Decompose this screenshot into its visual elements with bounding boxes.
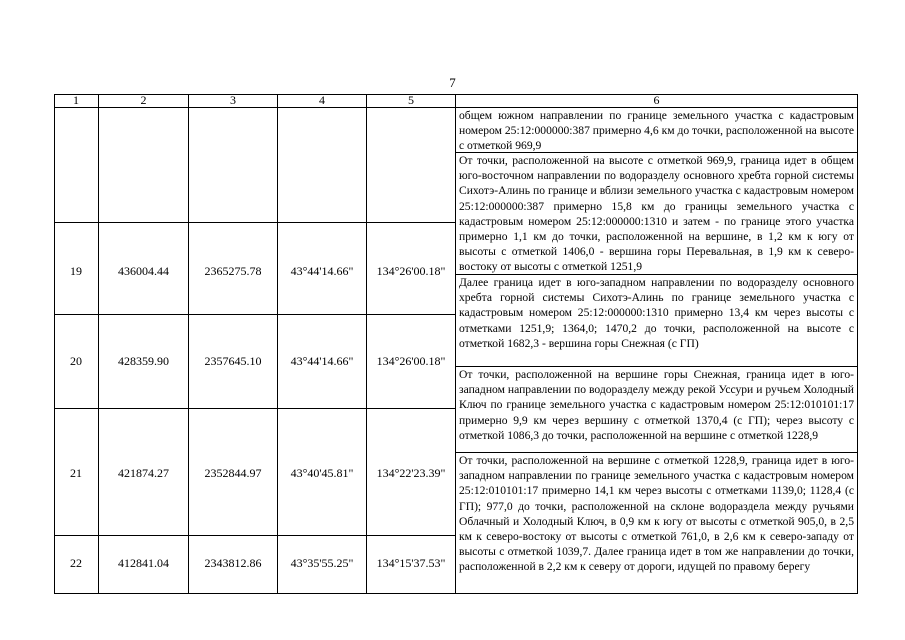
boundary-description: общем южном направлении по границе земельного участка с кадастровым номером 25:12:000000:387 примерно 4,6 км до точки, расположенной на высоте с отметкой 969,9 bbox=[459, 109, 854, 152]
row-separator bbox=[54, 535, 456, 536]
latitude: 43°35'55.25" bbox=[290, 556, 354, 570]
header-col-5: 5 bbox=[408, 93, 414, 107]
boundary-description: От точки, расположенной на вершине с отметкой 1228,9, граница идет в юго-западном направлении по границе земельного участка с кадастровым номером 25:12:010101:17 примерно 14,1 км через высоты с отметками 1139,0; 1128,4 (с ГП); 977,0 до точки, расположенной на склоне водораздела между ручьями Облачный и Холодный Ключ, в 0,9 км к югу от высоты с отметкой 905,0, в 2,5 км к северо-востоку от высоты с отметкой 761,0, в 2,6 км к северо-западу от высоты с отметкой 1039,7. Далее граница идет в том же направлении до точки, расположенной в 2,2 км к северу от дороги, идущей по правому берегу bbox=[459, 454, 854, 574]
coord-x: 412841.04 bbox=[118, 556, 169, 570]
boundary-description: Далее граница идет в юго-западном направлении по водоразделу основного хребта горной системы Сихотэ-Алинь по границе земельного участка с кадастровым номером 25:12:000000:1310 примерно 13,4 км через высоты с отметками 1251,9; 1364,0; 1470,2 до точки, расположенной на высоте с отметкой 1682,3 - вершина горы Снежная (с ГП) bbox=[459, 276, 854, 350]
col-separator bbox=[366, 94, 367, 594]
longitude: 134°22'23.39" bbox=[376, 466, 446, 480]
coord-y: 2357645.10 bbox=[204, 354, 262, 368]
coord-y: 2365275.78 bbox=[204, 264, 262, 278]
page-number: 7 bbox=[449, 75, 456, 90]
coord-y: 2343812.86 bbox=[204, 556, 262, 570]
latitude: 43°44'14.66" bbox=[290, 354, 354, 368]
header-col-1: 1 bbox=[73, 93, 79, 107]
point-number: 21 bbox=[70, 466, 82, 480]
point-number: 22 bbox=[70, 556, 82, 570]
table-border-left bbox=[54, 94, 55, 594]
header-col-3: 3 bbox=[230, 93, 236, 107]
header-col-6: 6 bbox=[653, 93, 660, 107]
row-separator bbox=[54, 222, 456, 223]
coord-x: 421874.27 bbox=[118, 466, 169, 480]
col-separator bbox=[277, 94, 278, 594]
boundary-description: От точки, расположенной на вершине горы Снежная, граница идет в юго-западном направлении по водоразделу между рекой Уссури и ручьем Холодный Ключ по границе земельного участка с кадастровым номером 25:12:010101:17 примерно 9,9 км через вершину с отметкой 1370,4 (с ГП); через высоту с отметкой 1086,3 до точки, расположенной на вершине с отметкой 1228,9 bbox=[459, 368, 854, 442]
boundary-description: От точки, расположенной на высоте с отметкой 969,9, граница идет в общем юго-восточном направлении по водоразделу основного хребта горной системы Сихотэ-Алинь по границе и вблизи земельного участка с кадастровым номером 25:12:000000:387 примерно 15,8 км до границы земельного участка с кадастровым номером 25:12:000000:1310 и затем - по границе этого участка примерно 1,1 км до точки, расположенной на вершине, в 1,2 км к югу от высоты с отметкой 1406,0 - вершина горы Перевальная, в 1,9 км к северо-востоку от высоты с отметкой 1251,9 bbox=[459, 154, 854, 274]
longitude: 134°26'00.18" bbox=[376, 264, 446, 278]
table-border-bottom bbox=[54, 593, 858, 594]
latitude: 43°44'14.66" bbox=[290, 264, 354, 278]
longitude: 134°15'37.53" bbox=[376, 556, 446, 570]
coord-y: 2352844.97 bbox=[204, 466, 262, 480]
longitude: 134°26'00.18" bbox=[376, 354, 446, 368]
point-number: 20 bbox=[70, 354, 82, 368]
point-number: 19 bbox=[70, 264, 82, 278]
table-border-right bbox=[857, 94, 858, 594]
coord-x: 428359.90 bbox=[118, 354, 169, 368]
row-separator bbox=[54, 314, 456, 315]
col-separator bbox=[188, 94, 189, 594]
coord-x: 436004.44 bbox=[118, 264, 169, 278]
header-col-4: 4 bbox=[319, 93, 325, 107]
row-separator bbox=[54, 408, 456, 409]
coordinates-table bbox=[54, 94, 858, 594]
latitude: 43°40'45.81" bbox=[290, 466, 354, 480]
header-col-2: 2 bbox=[140, 93, 147, 107]
col-separator bbox=[98, 94, 99, 594]
